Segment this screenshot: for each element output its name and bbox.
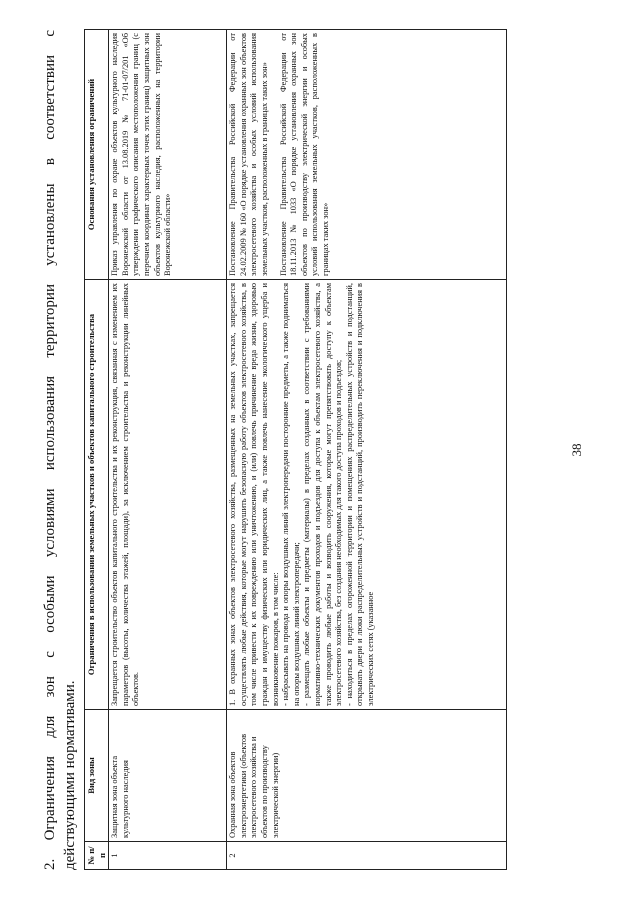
- basis-paragraph: Постановление Правительства Российской Федерации от 18.11.2013 № 1033 «О порядке установления охранных зон объектов по производству электрической энергии и особых условий использования земельных участков, расположенных в границах таких зон»: [278, 33, 330, 276]
- table-header-row: [85, 30, 109, 870]
- restriction-paragraph: - размещать любые объекты и предметы (материалы) в пределах созданных в соответствии с требованиями нормативно-технических документов проходов и подъездов для доступа к объектам электросетевого хозяйства, а также проводить любые работы и возводить сооружения, которые могут препятствовать доступу к объектам электросетевого хозяйства, без создания необходимых для такого доступа проходов и подъездов;: [302, 283, 344, 706]
- restriction-paragraph: - находиться в пределах огороженной территории и помещениях распределительных устройств и подстанций, открывать двери и люки распределительных устройств и подстанций, производить переключения и подключения в электрических сетях (указанное: [344, 283, 375, 706]
- row-restrictions: [109, 280, 227, 710]
- page-number: 38: [569, 443, 584, 457]
- row-num: 2: [227, 842, 507, 870]
- basis-paragraph: Постановление Правительства Российской Федерации от 24.02.2009 № 160 «О порядке установления охранных зон объектов электросетевого хозяйства и особых условий использования земельных участков, расположенных в границах таких зон»: [228, 33, 269, 276]
- row-zone: Охранная зона объектов электроэнергетики (объектов электросетевого хозяйства и объектов по производству электрической энергии): [227, 710, 507, 842]
- restriction-paragraph: - набрасывать на провода и опоры воздушных линий электропередачи посторонние предметы, а также подниматься на опоры воздушных линий электропередачи;: [281, 283, 301, 706]
- heading-line-1: 2. Ограничения для зон с особыми условиями использования территории установлены в соответствии с: [42, 30, 58, 870]
- row-basis: [227, 30, 507, 280]
- rotated-content: [40, 30, 620, 870]
- table-row: [227, 30, 507, 870]
- header-restrictions: Ограничения в использовании земельных участков и объектов капитального строительства: [85, 280, 109, 710]
- restriction-paragraph: 1. В охранных зонах объектов электросетевого хозяйства, размещенных на земельных участках, запрещается осуществлять любые действия, которые могут нарушить безопасную работу объектов электросетевого хозяйства, в том числе привести к их повреждению или уничтожению, и (или) повлечь причинение вреда жизни, здоровью граждан и имуществу физических или юридических лиц, а также повлечь нанесение экологического ущерба и возникновение пожаров, в том числе:: [228, 283, 280, 706]
- row-basis: [109, 30, 227, 280]
- row-num: 1: [109, 842, 227, 870]
- header-zone: Вид зоны: [85, 710, 109, 842]
- row-zone: Защитная зона объекта культурного наследия: [109, 710, 227, 842]
- row-restrictions: [227, 280, 507, 710]
- heading-line-2: действующими нормативами.: [62, 680, 78, 870]
- header-basis: Основания установления ограничений: [85, 30, 109, 280]
- restrictions-table: [84, 29, 507, 870]
- restriction-paragraph: Запрещается строительство объектов капитального строительства и их реконструкция, связанная с изменением их параметров (высоты, количества этажей, площади), за исключением строительства и реконструкции линейных объектов.: [110, 283, 141, 706]
- section-heading: [40, 30, 80, 870]
- table-row: [109, 30, 227, 870]
- header-num: № п/п: [85, 842, 109, 870]
- paragraph-gap: [271, 33, 279, 276]
- basis-paragraph: Приказ управления по охране объектов культурного наследия Воронежской области от 13.08.2019 № 71-01-07/201 «Об утверждении графического описания местоположения границ (с перечнем координат характерных точек этих границ) защитных зон объектов культурного наследия, расположенных на территории Воронежской области»: [110, 33, 173, 276]
